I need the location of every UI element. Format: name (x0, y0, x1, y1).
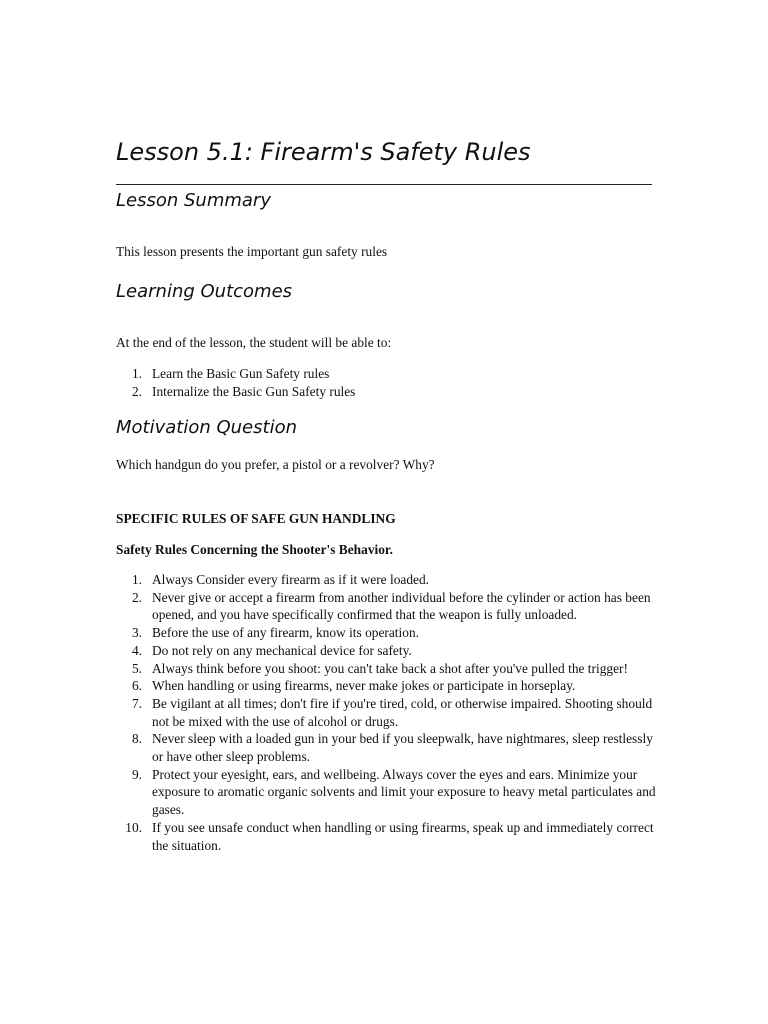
list-item (116, 624, 656, 642)
safety-rules-list (116, 571, 656, 854)
list-item-number: 6. (131, 678, 142, 694)
list-item-number: 5. (131, 660, 142, 676)
list-item (116, 730, 656, 765)
list-item (116, 695, 656, 730)
list-item-number: 2. (131, 589, 142, 605)
list-item (116, 677, 656, 695)
list-item-text: Never give or accept a firearm from another individual before the cylinder or action has been opened, and you have specifically confirmed that the weapon is fully unloaded. (152, 589, 651, 623)
list-item-number: 9. (131, 766, 142, 782)
title-divider (116, 184, 652, 185)
list-item (116, 766, 656, 819)
list-item (116, 571, 656, 589)
motivation-question-heading: Motivation Question (116, 417, 297, 438)
list-item-number: 10. (125, 819, 142, 835)
list-item-text: Never sleep with a loaded gun in your bed if you sleepwalk, have nightmares, sleep restlessly or have other sleep problems. (152, 731, 653, 765)
list-item-number: 2. (131, 383, 142, 399)
list-item-number: 1. (131, 366, 142, 381)
document-title: Lesson 5.1: Firearm's Safety Rules (116, 138, 531, 166)
rules-heading: SPECIFIC RULES OF SAFE GUN HANDLING (116, 511, 396, 526)
list-item-number: 7. (131, 695, 142, 711)
learning-outcomes-intro: At the end of the lesson, the student will be able to: (116, 335, 392, 350)
list-item (116, 660, 656, 678)
learning-outcomes-list (116, 365, 656, 400)
list-item-number: 4. (131, 642, 142, 658)
motivation-question-text: Which handgun do you prefer, a pistol or a revolver? Why? (116, 457, 435, 472)
list-item-number: 8. (131, 731, 142, 747)
list-item-text: Always think before you shoot: you can't take back a shot after you've pulled the trigger! (152, 660, 628, 676)
list-item (116, 365, 656, 383)
list-item-text: When handling or using firearms, never make jokes or participate in horseplay. (152, 678, 576, 694)
list-item-number: 3. (131, 625, 142, 641)
list-item-text: Learn the Basic Gun Safety rules (152, 366, 330, 381)
list-item-text: Protect your eyesight, ears, and wellbeing. Always cover the eyes and ears. Minimize your exposure to aromatic organic solvents and limit your exposure to heavy metal particulates and gases. (152, 766, 656, 818)
list-item-text: If you see unsafe conduct when handling or using firearms, speak up and immediately correct the situation. (152, 819, 654, 853)
learning-outcomes-heading: Learning Outcomes (116, 281, 293, 302)
list-item-text: Do not rely on any mechanical device for safety. (152, 642, 412, 658)
list-item (116, 589, 656, 624)
list-item (116, 642, 656, 660)
list-item-number: 1. (131, 572, 142, 587)
list-item-text: Be vigilant at all times; don't fire if you're tired, cold, or otherwise impaired. Shooting should not be mixed with the use of alcohol or drugs. (152, 695, 653, 729)
list-item (116, 383, 656, 401)
lesson-summary-heading: Lesson Summary (116, 190, 271, 211)
lesson-summary-text: This lesson presents the important gun safety rules (116, 244, 388, 259)
list-item-text: Internalize the Basic Gun Safety rules (152, 383, 356, 399)
rules-subheading: Safety Rules Concerning the Shooter's Behavior. (116, 542, 393, 557)
list-item-text: Before the use of any firearm, know its operation. (152, 625, 419, 641)
list-item-text: Always Consider every firearm as if it were loaded. (152, 572, 430, 587)
list-item (116, 819, 656, 854)
